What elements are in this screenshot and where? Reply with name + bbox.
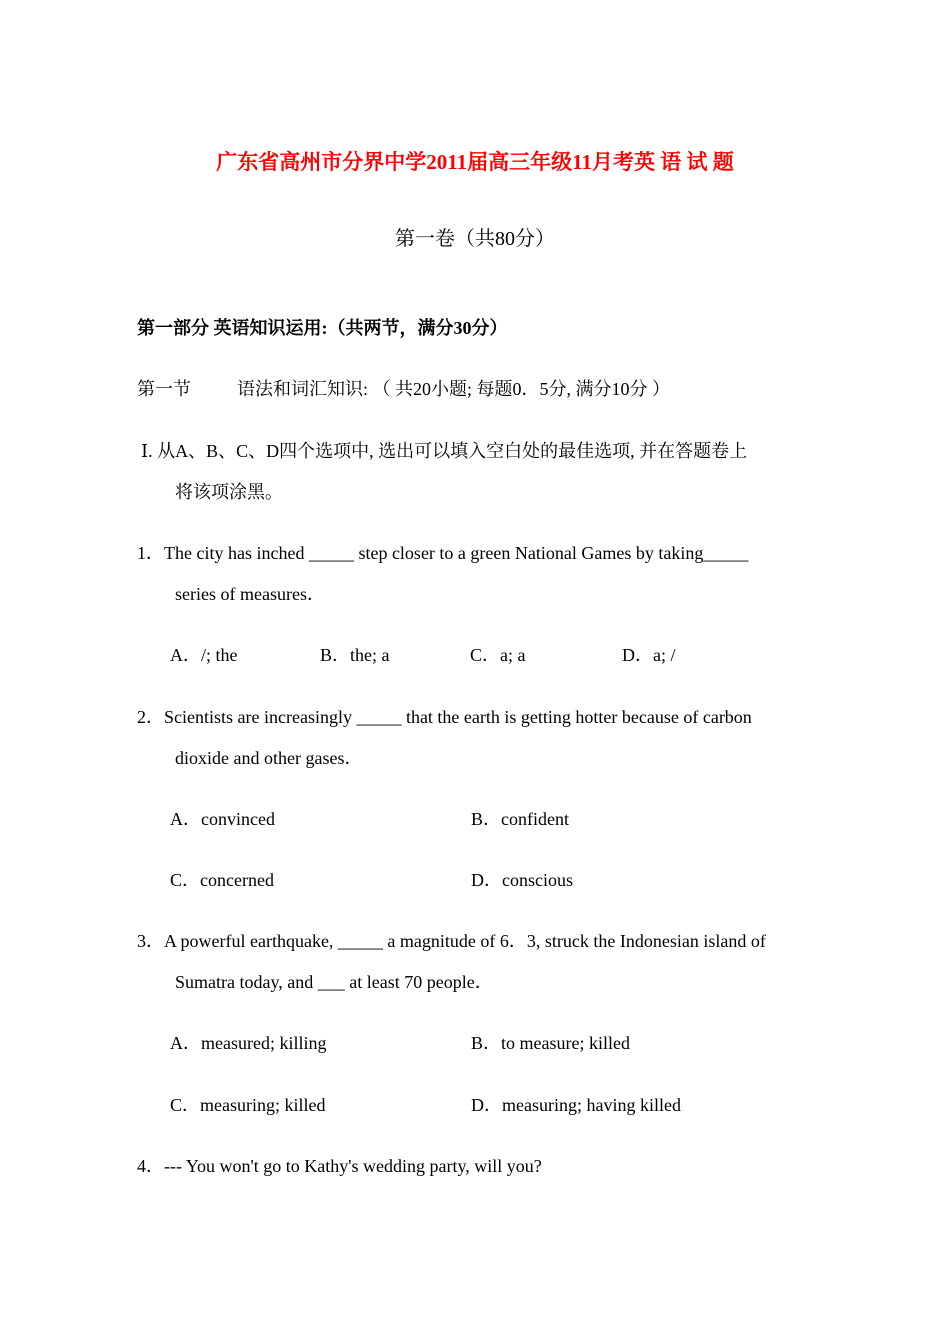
question-3-stem-line2: Sumatra today, and ___ at least 70 people． [175,972,493,992]
question-2-option-c: C．concerned [170,870,274,890]
instruction-line2: 将该项涂黑。 [175,482,283,502]
volume-heading: 第一卷（共80分） [395,228,555,250]
question-1-option-d: D．a; / [622,645,676,665]
question-2-stem-line2: dioxide and other gases． [175,748,363,768]
question-3-option-b: B．to measure; killed [471,1033,630,1053]
question-1-option-b: B．the; a [320,645,390,665]
question-3-option-c: C．measuring; killed [170,1095,326,1115]
instruction-line1: Ⅰ. 从A、B、C、D四个选项中, 选出可以填入空白处的最佳选项, 并在答题卷上 [141,441,748,461]
exam-title: 广东省高州市分界中学2011届高三年级11月考英 语 试 题 [216,150,734,174]
question-1-option-a: A．/; the [170,645,238,665]
question-4-stem-line1: 4．--- You won't go to Kathy's wedding party, will you? [137,1156,542,1176]
question-1-stem-line1: 1．The city has inched _____ step closer to a green National Games by taking_____ [137,543,749,563]
question-1-stem-line2: series of measures． [175,584,325,604]
section1-label: 第一节 [137,379,191,399]
question-1-option-c: C．a; a [470,645,526,665]
question-2-stem-line1: 2．Scientists are increasingly _____ that the earth is getting hotter because of carbon [137,707,752,727]
question-2-option-d: D．conscious [471,870,573,890]
question-2-option-a: A．convinced [170,809,275,829]
question-3-option-d: D．measuring; having killed [471,1095,681,1115]
question-3-option-a: A．measured; killing [170,1033,327,1053]
question-3-stem-line1: 3．A powerful earthquake, _____ a magnitude of 6．3, struck the Indonesian island of [137,931,766,951]
section1-text: 语法和词汇知识: （ 共20小题; 每题0．5分, 满分10分 ） [237,379,670,399]
question-2-option-b: B．confident [471,809,569,829]
part1-heading: 第一部分 英语知识运用:（共两节，满分30分） [137,318,508,338]
